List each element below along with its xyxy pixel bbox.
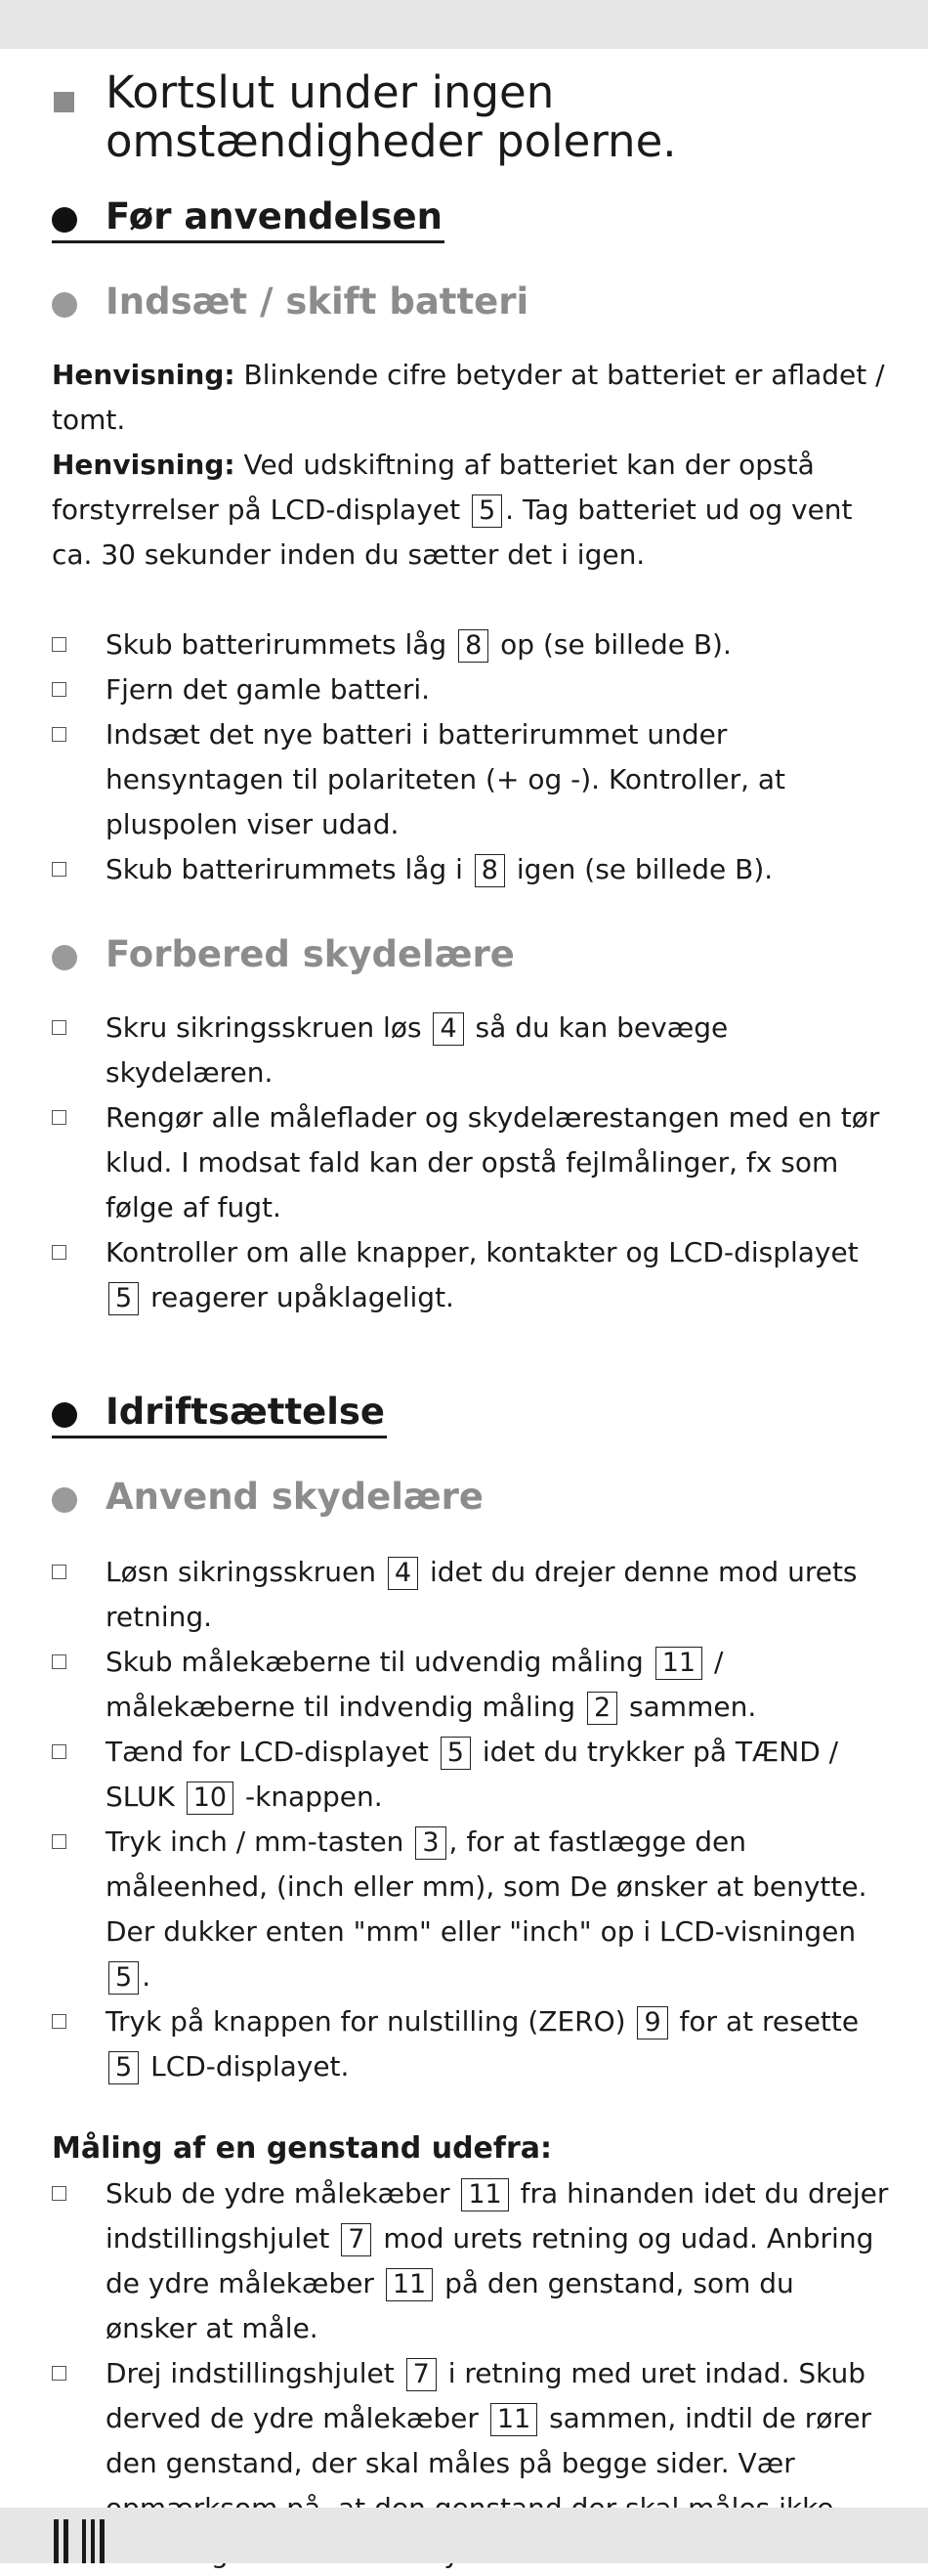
list-item: Rengør alle måleflader og skydelærestangen med en tør klud. I modsat fald kan der opstå fejlmålinger, fx som følge af fugt.	[52, 1095, 892, 1230]
heading-insert-battery: Indsæt / skift batteri	[52, 279, 892, 325]
bullet-dot-icon	[52, 1487, 77, 1513]
checkbox-bullet-icon	[52, 1245, 66, 1260]
checkbox-bullet-icon	[52, 1654, 66, 1669]
checkbox-bullet-icon	[52, 862, 66, 877]
list-item: Skru sikringsskruen løs 4 så du kan bevæge skydelæren.	[52, 1006, 892, 1095]
step-text: Skub de ydre målekæber	[105, 2177, 459, 2210]
step-text: -knappen.	[236, 1781, 383, 1813]
reference-number: 10	[187, 1782, 233, 1815]
reference-number: 8	[458, 629, 488, 663]
list-item: Skub batterirummets låg 8 op (se billede B).	[52, 623, 892, 667]
reference-number: 11	[490, 2403, 537, 2436]
checkbox-bullet-icon	[52, 1020, 66, 1035]
reference-number: 11	[655, 1647, 702, 1680]
reference-number: 5	[108, 1961, 139, 1995]
battery-note-1: Henvisning: Blinkende cifre betyder at batteriet er afladet / tomt.	[52, 359, 885, 436]
step-text: idet du drejer denne mod urets retning.	[105, 1556, 858, 1633]
reference-number: 5	[441, 1737, 471, 1770]
step-text: , for at fastlægge den måleenhed, (inch eller mm), som De ønsker at benytte. Der dukker enten "mm" eller "inch" op i LCD-visningen	[105, 1825, 867, 1948]
reference-number: 4	[388, 1557, 418, 1590]
bullet-dot-icon	[52, 207, 77, 233]
subheading-measure-outside: Måling af en genstand udefra:	[52, 2131, 552, 2166]
step-text: fra hinanden idet du drejer indstillingshjulet	[105, 2177, 889, 2254]
reference-number: 3	[415, 1826, 445, 1860]
heading-prepare-caliper: Forbered skydelære	[52, 931, 892, 978]
step-text: / målekæberne til indvendig måling	[105, 1646, 724, 1723]
list-item	[52, 1550, 892, 1640]
checkbox-bullet-icon	[52, 2186, 66, 2201]
checkbox-bullet-icon	[52, 2014, 66, 2029]
step-text: Tryk inch / mm-tasten	[105, 1825, 413, 1858]
bullet-dot-icon	[52, 1402, 77, 1428]
reference-number: 9	[637, 2006, 667, 2039]
use-steps	[52, 1550, 892, 2089]
step-text: sammen.	[620, 1691, 757, 1723]
list-item: Skub batterirummets låg i 8 igen (se billede B).	[52, 847, 892, 892]
page-marker-bars	[54, 2519, 109, 2563]
reference-number: 11	[386, 2268, 433, 2301]
reference-number: 7	[406, 2358, 437, 2391]
reference-number: 8	[475, 854, 505, 887]
reference-number: 5	[108, 1282, 139, 1315]
reference-number: 11	[461, 2178, 508, 2211]
checkbox-bullet-icon	[52, 637, 66, 652]
reference-number: 4	[433, 1012, 463, 1046]
reference-number: 5	[472, 494, 502, 528]
step-text: i retning med uret indad. Skub derved de ydre målekæber	[105, 2357, 866, 2434]
step-text: Tænd for LCD-displayet	[105, 1736, 438, 1768]
bullet-dot-icon	[52, 945, 77, 970]
marker-bar	[91, 2519, 95, 2563]
reference-number: 7	[341, 2223, 371, 2256]
list-item: Indsæt det nye batteri i batterirummet under hensyntagen til polariteten (+ og -). Kontroller, at pluspolen viser udad.	[52, 712, 892, 847]
checkbox-bullet-icon	[52, 1110, 66, 1125]
checkbox-bullet-icon	[52, 727, 66, 742]
list-item	[52, 1640, 892, 1730]
battery-steps	[52, 623, 892, 892]
step-text: sammen, indtil de rører den genstand, der skal måles på begge sider. Vær	[105, 2402, 872, 2479]
checkbox-bullet-icon	[52, 1565, 66, 1579]
warning-text: Kortslut under ingen omstændigheder polerne.	[105, 66, 677, 167]
step-text: mod urets retning og udad. Anbring de ydre målekæber	[105, 2222, 874, 2299]
reference-number: 2	[587, 1692, 617, 1725]
heading-before-use: Før anvendelsen	[52, 193, 444, 243]
top-margin-bar	[0, 0, 928, 49]
bottom-margin-bar	[0, 2508, 928, 2563]
list-item: Fjern det gamle batteri.	[52, 667, 892, 712]
prepare-steps	[52, 1006, 892, 1320]
checkbox-bullet-icon	[52, 1834, 66, 1849]
list-item	[52, 2171, 892, 2351]
step-text: Drej indstillingshjulet	[105, 2357, 403, 2389]
step-text: LCD-displayet.	[142, 2050, 350, 2082]
square-bullet-icon	[54, 92, 74, 112]
step-text: Skub målekæberne til udvendig måling	[105, 1646, 653, 1678]
checkbox-bullet-icon	[52, 2366, 66, 2381]
step-text: Løsn sikringsskruen	[105, 1556, 385, 1588]
list-item	[52, 1730, 892, 1820]
heading-operation: Idriftsættelse	[52, 1389, 387, 1438]
marker-bar	[54, 2519, 59, 2563]
checkbox-bullet-icon	[52, 1744, 66, 1759]
step-text: idet du trykker på TÆND / SLUK	[105, 1736, 839, 1813]
battery-note-2: Henvisning: Ved udskiftning af batteriet kan der opstå forstyrrelser på LCD-displayet 5 . Tag batteriet ud og vent ca. 30 sekunder inden du sætter det i igen.	[52, 449, 853, 571]
marker-bar	[82, 2519, 86, 2563]
list-item	[52, 1999, 892, 2089]
step-text: Tryk på knappen for nulstilling (ZERO)	[105, 2005, 635, 2038]
list-item	[52, 1820, 892, 1999]
reference-number: 5	[108, 2051, 139, 2084]
list-item: Kontroller om alle knapper, kontakter og LCD-displayet 5 reagerer upåklageligt.	[52, 1230, 892, 1320]
heading-use-caliper: Anvend skydelære	[52, 1474, 892, 1521]
marker-bar	[100, 2519, 105, 2563]
step-text: på den genstand, som du ønsker at måle.	[105, 2267, 794, 2344]
manual-page	[52, 68, 892, 2576]
step-text: .	[142, 1960, 151, 1993]
marker-bar	[63, 2519, 68, 2563]
bullet-dot-icon	[52, 292, 77, 318]
warning-item	[52, 68, 892, 166]
checkbox-bullet-icon	[52, 682, 66, 697]
step-text: for at resette	[670, 2005, 860, 2038]
